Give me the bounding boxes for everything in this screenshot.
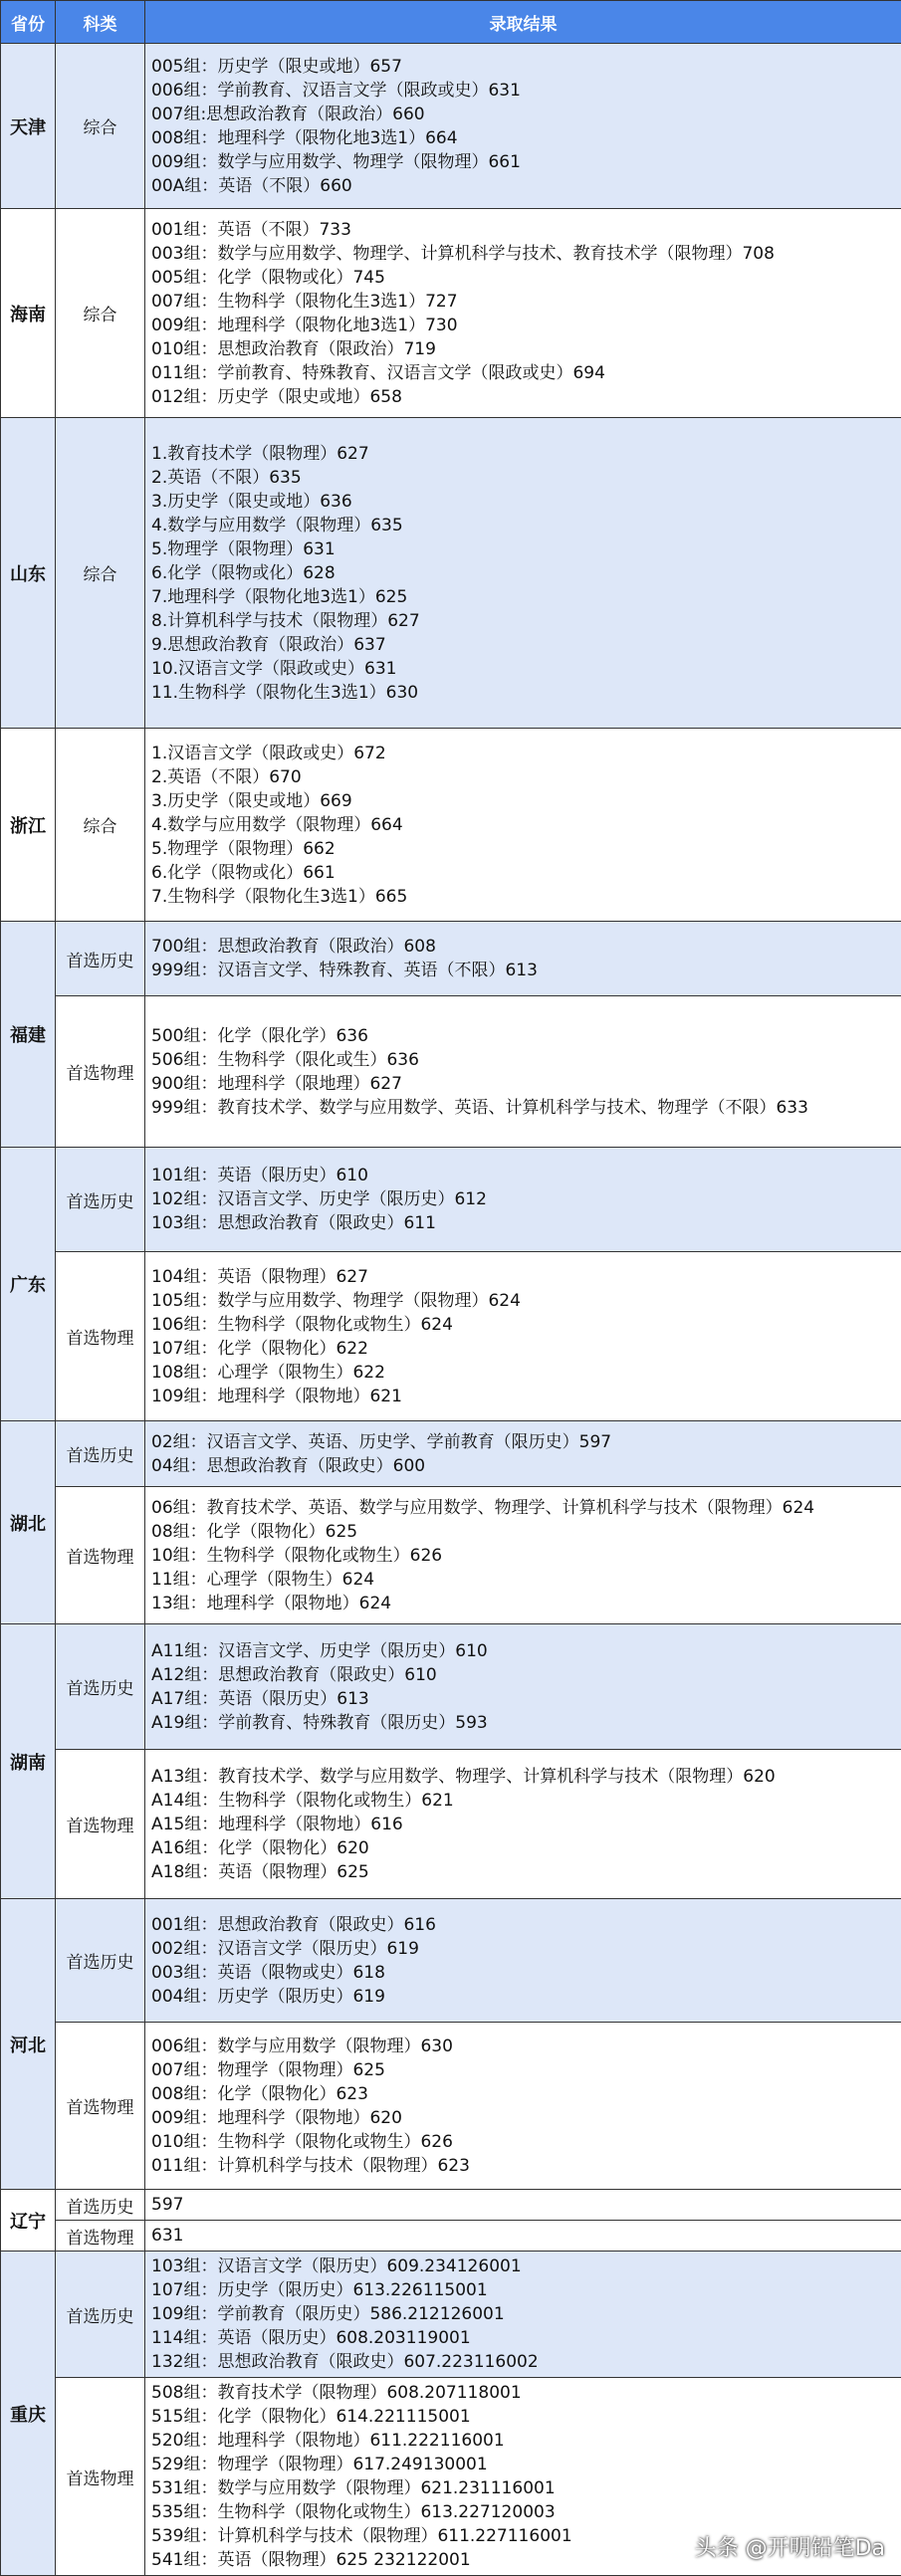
result-line: 108组：心理学（限物生）622 bbox=[151, 1362, 385, 1383]
result-line: 008组：化学（限物化）623 bbox=[151, 2083, 368, 2104]
result-line: 541组：英语（限物理）625 232122001 bbox=[151, 2550, 471, 2570]
result-line: 005组：历史学（限史或地）657 bbox=[151, 56, 402, 77]
result-cell bbox=[145, 418, 901, 729]
result-line: 106组：生物科学（限物化或物生）624 bbox=[151, 1314, 453, 1335]
result-line: 011组：计算机科学与技术（限物理）623 bbox=[151, 2155, 470, 2176]
province-cell: 广东 bbox=[1, 1148, 56, 1421]
table-row bbox=[1, 209, 901, 418]
category-cell: 首选历史 bbox=[56, 1148, 145, 1252]
result-cell bbox=[145, 1487, 901, 1624]
category-cell: 首选物理 bbox=[56, 996, 145, 1148]
result-line: 001组：思想政治教育（限政史）616 bbox=[151, 1914, 436, 1935]
result-line: 010组：生物科学（限物化或物生）626 bbox=[151, 2131, 453, 2152]
table-row bbox=[1, 1750, 901, 1899]
result-line: 500组：化学（限化学）636 bbox=[151, 1025, 368, 1046]
category-cell: 首选历史 bbox=[56, 2252, 145, 2378]
result-line: 2.英语（不限）635 bbox=[151, 467, 302, 488]
result-line: 009组：地理科学（限物化地3选1）730 bbox=[151, 315, 458, 335]
result-cell bbox=[145, 2221, 901, 2252]
result-line: 009组：地理科学（限物地）620 bbox=[151, 2107, 402, 2128]
result-line: 102组：汉语言文学、历史学（限历史）612 bbox=[151, 1189, 487, 1209]
result-line: 003组：英语（限物或史）618 bbox=[151, 1962, 385, 1983]
table-row bbox=[1, 2221, 901, 2252]
result-line: 535组：生物科学（限物化或物生）613.227120003 bbox=[151, 2502, 556, 2522]
result-line: 103组：汉语言文学（限历史）609.234126001 bbox=[151, 2256, 522, 2276]
table-row bbox=[1, 1421, 901, 1487]
result-cell bbox=[145, 1750, 901, 1899]
result-line: 5.物理学（限物理）631 bbox=[151, 538, 336, 559]
result-line: 631 bbox=[151, 2226, 184, 2246]
result-line: A11组：汉语言文学、历史学（限历史）610 bbox=[151, 1640, 488, 1661]
result-line: 101组：英语（限历史）610 bbox=[151, 1166, 368, 1185]
table-row bbox=[1, 2190, 901, 2221]
result-cell bbox=[145, 44, 901, 209]
result-line: 11组：心理学（限物生）624 bbox=[151, 1569, 375, 1590]
result-line: 007组：生物科学（限物化生3选1）727 bbox=[151, 291, 458, 312]
result-line: 104组：英语（限物理）627 bbox=[151, 1266, 368, 1287]
result-line: 900组：地理科学（限地理）627 bbox=[151, 1073, 402, 1094]
province-cell: 浙江 bbox=[1, 729, 56, 922]
header-row bbox=[1, 1, 901, 44]
result-line: 999组：教育技术学、数学与应用数学、英语、计算机科学与技术、物理学（不限）633 bbox=[151, 1097, 808, 1118]
category-cell: 综合 bbox=[56, 209, 145, 418]
result-line: 10组：生物科学（限物化或物生）626 bbox=[151, 1545, 443, 1566]
result-line: 1.汉语言文学（限政或史）672 bbox=[151, 743, 386, 763]
result-line: 508组：教育技术学（限物理）608.207118001 bbox=[151, 2383, 522, 2403]
category-cell: 综合 bbox=[56, 729, 145, 922]
result-cell bbox=[145, 1624, 901, 1750]
table-row bbox=[1, 729, 901, 922]
result-line: 8.计算机科学与技术（限物理）627 bbox=[151, 610, 420, 631]
province-cell: 山东 bbox=[1, 418, 56, 729]
result-line: 531组：数学与应用数学（限物理）621.231116001 bbox=[151, 2478, 556, 2498]
result-line: 006组：学前教育、汉语言文学（限政或史）631 bbox=[151, 80, 521, 101]
result-line: 13组：地理科学（限物地）624 bbox=[151, 1593, 392, 1613]
result-line: 9.思想政治教育（限政治）637 bbox=[151, 634, 386, 655]
result-line: A18组：英语（限物理）625 bbox=[151, 1861, 369, 1882]
result-line: 700组：思想政治教育（限政治）608 bbox=[151, 937, 436, 957]
result-line: 11.生物科学（限物化生3选1）630 bbox=[151, 682, 419, 703]
category-cell: 综合 bbox=[56, 418, 145, 729]
result-line: 2.英语（不限）670 bbox=[151, 766, 302, 787]
result-line: 010组：思想政治教育（限政治）719 bbox=[151, 338, 436, 359]
table-row bbox=[1, 2023, 901, 2190]
province-cell: 辽宁 bbox=[1, 2190, 56, 2252]
result-line: 009组：数学与应用数学、物理学（限物理）661 bbox=[151, 151, 521, 172]
province-cell: 重庆 bbox=[1, 2252, 56, 2576]
table-row bbox=[1, 922, 901, 996]
table-row bbox=[1, 1148, 901, 1252]
result-line: A15组：地理科学（限物地）616 bbox=[151, 1814, 403, 1834]
result-line: 00A组：英语（不限）660 bbox=[151, 175, 352, 196]
result-line: 007组：物理学（限物理）625 bbox=[151, 2059, 385, 2080]
result-line: A16组：化学（限物化）620 bbox=[151, 1837, 369, 1858]
category-cell: 首选历史 bbox=[56, 1421, 145, 1487]
result-line: 506组：生物科学（限化或生）636 bbox=[151, 1049, 419, 1070]
category-cell: 首选物理 bbox=[56, 1487, 145, 1624]
result-line: A14组：生物科学（限物化或物生）621 bbox=[151, 1790, 454, 1811]
province-cell: 海南 bbox=[1, 209, 56, 418]
category-cell: 首选物理 bbox=[56, 1750, 145, 1899]
result-line: 06组：教育技术学、英语、数学与应用数学、物理学、计算机科学与技术（限物理）624 bbox=[151, 1497, 815, 1518]
category-cell: 首选历史 bbox=[56, 922, 145, 996]
result-line: 3.历史学（限史或地）636 bbox=[151, 491, 352, 512]
category-cell: 首选物理 bbox=[56, 2023, 145, 2190]
result-line: 005组：化学（限物或化）745 bbox=[151, 267, 385, 288]
result-line: 006组：数学与应用数学（限物理）630 bbox=[151, 2036, 453, 2056]
result-line: 007组:思想政治教育（限政治）660 bbox=[151, 104, 425, 124]
result-line: 999组：汉语言文学、特殊教育、英语（不限）613 bbox=[151, 961, 538, 980]
category-cell: 综合 bbox=[56, 44, 145, 209]
province-cell: 河北 bbox=[1, 1899, 56, 2190]
table-row bbox=[1, 1899, 901, 2023]
header-category: 科类 bbox=[56, 1, 145, 44]
result-line: 132组：思想政治教育（限政史）607.223116002 bbox=[151, 2352, 539, 2372]
result-line: 4.数学与应用数学（限物理）635 bbox=[151, 515, 403, 536]
result-cell bbox=[145, 1252, 901, 1421]
table-row bbox=[1, 2252, 901, 2378]
result-line: 105组：数学与应用数学、物理学（限物理）624 bbox=[151, 1290, 521, 1311]
result-line: 6.化学（限物或化）661 bbox=[151, 862, 336, 883]
category-cell: 首选物理 bbox=[56, 2378, 145, 2576]
table-row bbox=[1, 1624, 901, 1750]
province-cell: 湖南 bbox=[1, 1624, 56, 1899]
result-line: 10.汉语言文学（限政或史）631 bbox=[151, 658, 397, 679]
table-row bbox=[1, 1252, 901, 1421]
watermark: 头条 @开明铅笔Da bbox=[694, 2536, 885, 2561]
category-cell: 首选历史 bbox=[56, 2190, 145, 2221]
result-cell bbox=[145, 2023, 901, 2190]
result-line: 114组：英语（限历史）608.203119001 bbox=[151, 2328, 471, 2348]
result-line: 539组：计算机科学与技术（限物理）611.227116001 bbox=[151, 2526, 572, 2546]
header-result: 录取结果 bbox=[145, 1, 901, 44]
result-line: 008组：地理科学（限物化地3选1）664 bbox=[151, 127, 458, 148]
result-line: 109组：学前教育（限历史）586.212126001 bbox=[151, 2304, 505, 2324]
result-line: A17组：英语（限历史）613 bbox=[151, 1688, 369, 1709]
result-line: 02组：汉语言文学、英语、历史学、学前教育（限历史）597 bbox=[151, 1431, 612, 1452]
result-line: 04组：思想政治教育（限政史）600 bbox=[151, 1455, 426, 1476]
table-row bbox=[1, 418, 901, 729]
result-line: 109组：地理科学（限物地）621 bbox=[151, 1386, 402, 1406]
result-cell bbox=[145, 2190, 901, 2221]
result-line: 103组：思想政治教育（限政史）611 bbox=[151, 1213, 436, 1233]
table-row bbox=[1, 996, 901, 1148]
result-line: 107组：化学（限物化）622 bbox=[151, 1338, 368, 1359]
result-cell bbox=[145, 996, 901, 1148]
result-line: 520组：地理科学（限物地）611.222116001 bbox=[151, 2431, 505, 2451]
result-line: 004组：历史学（限历史）619 bbox=[151, 1986, 385, 2007]
result-cell bbox=[145, 729, 901, 922]
category-cell: 首选物理 bbox=[56, 2221, 145, 2252]
category-cell: 首选历史 bbox=[56, 1899, 145, 2023]
result-line: 515组：化学（限物化）614.221115001 bbox=[151, 2407, 471, 2427]
table-row bbox=[1, 44, 901, 209]
result-line: 001组：英语（不限）733 bbox=[151, 219, 351, 240]
result-cell bbox=[145, 1148, 901, 1252]
result-line: A19组：学前教育、特殊教育（限历史）593 bbox=[151, 1712, 488, 1733]
result-line: 7.生物科学（限物化生3选1）665 bbox=[151, 886, 408, 907]
result-line: 3.历史学（限史或地）669 bbox=[151, 790, 352, 811]
result-line: 1.教育技术学（限物理）627 bbox=[151, 443, 369, 464]
result-cell bbox=[145, 1421, 901, 1487]
result-cell bbox=[145, 922, 901, 996]
province-cell: 湖北 bbox=[1, 1421, 56, 1624]
result-line: 002组：汉语言文学（限历史）619 bbox=[151, 1938, 419, 1959]
result-cell bbox=[145, 1899, 901, 2023]
result-cell bbox=[145, 2252, 901, 2378]
province-cell: 天津 bbox=[1, 44, 56, 209]
result-cell bbox=[145, 209, 901, 418]
table-row bbox=[1, 1487, 901, 1624]
result-line: A12组：思想政治教育（限政史）610 bbox=[151, 1664, 437, 1685]
result-line: 597 bbox=[151, 2195, 184, 2215]
result-line: 08组：化学（限物化）625 bbox=[151, 1521, 358, 1542]
result-line: 003组：数学与应用数学、物理学、计算机科学与技术、教育技术学（限物理）708 bbox=[151, 243, 775, 264]
result-line: 7.地理科学（限物化地3选1）625 bbox=[151, 586, 408, 607]
header-province: 省份 bbox=[1, 1, 56, 44]
result-line: 011组：学前教育、特殊教育、汉语言文学（限政或史）694 bbox=[151, 362, 605, 383]
result-line: 4.数学与应用数学（限物理）664 bbox=[151, 814, 403, 835]
category-cell: 首选物理 bbox=[56, 1252, 145, 1421]
result-line: 107组：历史学（限历史）613.226115001 bbox=[151, 2280, 488, 2300]
category-cell: 首选历史 bbox=[56, 1624, 145, 1750]
result-line: 529组：物理学（限物理）617.249130001 bbox=[151, 2455, 488, 2474]
table-body bbox=[1, 44, 901, 2576]
result-line: 6.化学（限物或化）628 bbox=[151, 562, 336, 583]
result-line: 5.物理学（限物理）662 bbox=[151, 838, 336, 859]
result-line: 012组：历史学（限史或地）658 bbox=[151, 386, 402, 407]
province-cell: 福建 bbox=[1, 922, 56, 1148]
result-line: A13组：教育技术学、数学与应用数学、物理学、计算机科学与技术（限物理）620 bbox=[151, 1766, 776, 1787]
